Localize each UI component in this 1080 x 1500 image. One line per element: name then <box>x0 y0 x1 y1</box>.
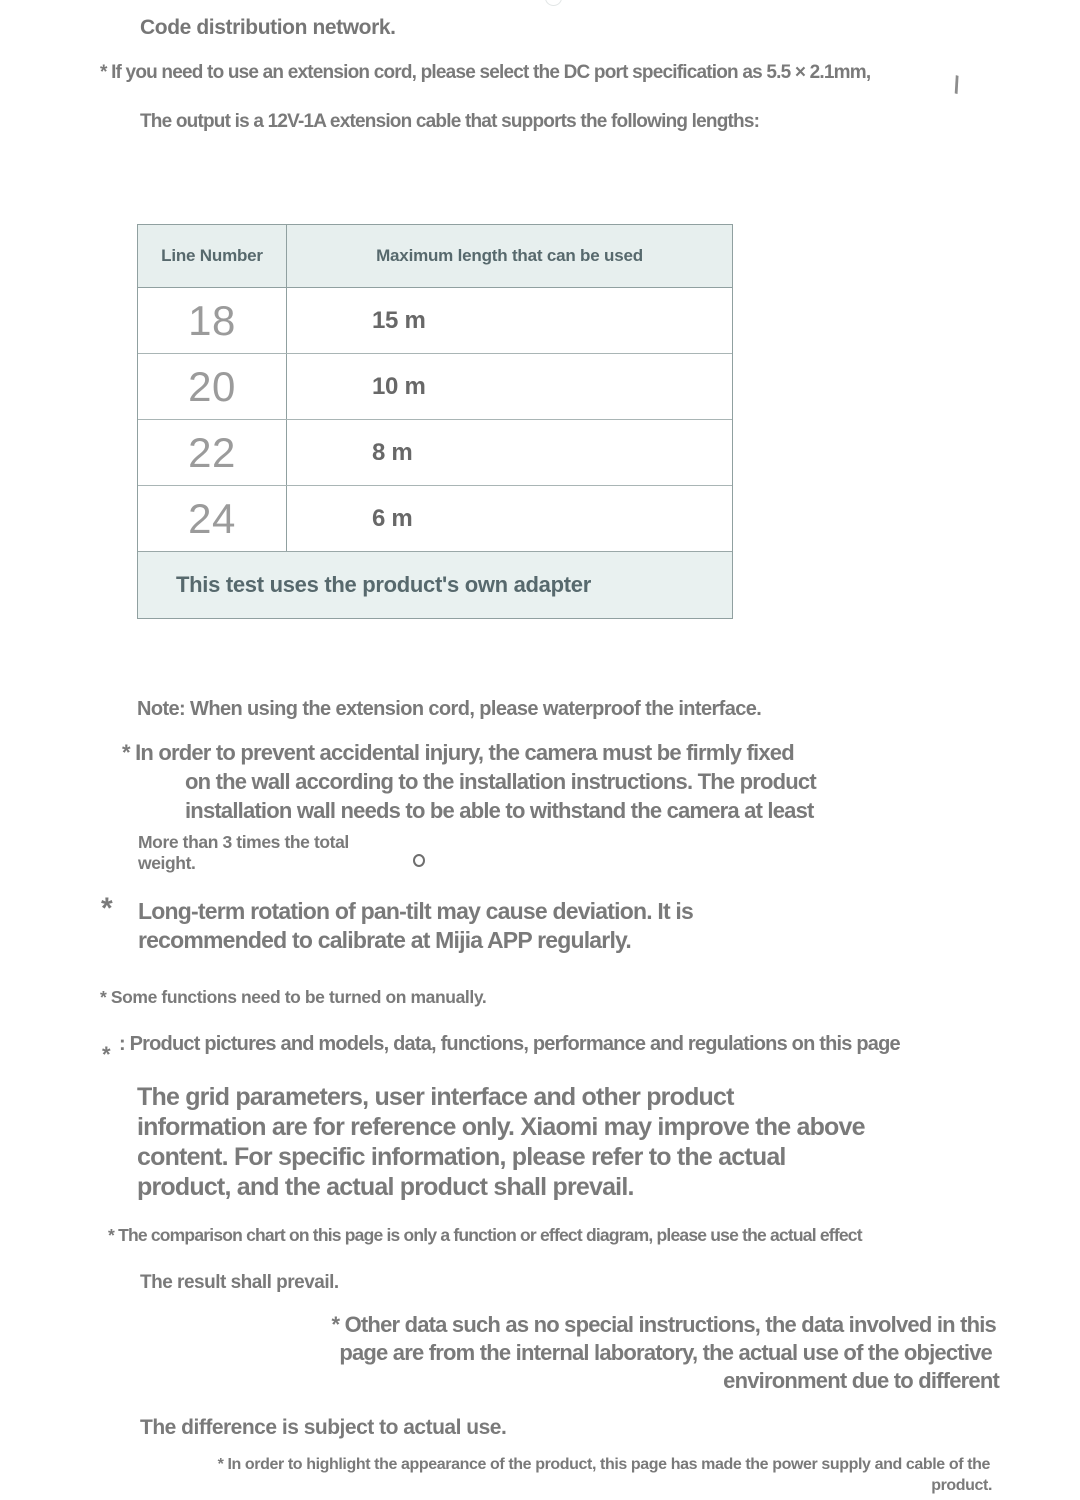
extension-length-table <box>137 224 733 619</box>
max-length-cell: 6 m <box>372 504 413 532</box>
grid-parameters-line1: The grid parameters, user interface and other product <box>137 1083 734 1111</box>
fixation-note-line2: on the wall according to the installation instructions. The product <box>185 769 816 794</box>
max-length-cell: 15 m <box>372 306 426 334</box>
table-header-max-length: Maximum length that can be used <box>376 246 643 265</box>
line-number-cell: 18 <box>138 288 287 353</box>
weight-note-line2: weight. <box>138 853 196 873</box>
line-number-cell: 20 <box>138 354 287 419</box>
intro-text: Code distribution network. <box>140 16 396 39</box>
other-data-note-line2: page are from the internal laboratory, the actual use of the objective <box>339 1340 992 1365</box>
product-pictures-note: : Product pictures and models, data, functions, performance and regulations on this page <box>119 1033 900 1055</box>
max-length-cell: 10 m <box>372 372 426 400</box>
table-row <box>138 354 732 420</box>
table-row <box>138 486 732 552</box>
stray-pen-mark: \ <box>949 71 963 100</box>
weight-note-line1: More than 3 times the total <box>138 832 349 852</box>
other-data-note-line1: * Other data such as no special instructions, the data involved in this <box>331 1312 996 1337</box>
fixation-note-line1: * In order to prevent accidental injury, the camera must be firmly fixed <box>122 740 794 765</box>
manual-functions-note: * Some functions need to be turned on manually. <box>100 987 487 1007</box>
highlight-note-line2: product. <box>931 1477 992 1494</box>
fixation-note-line3: installation wall needs to be able to withstand the camera at least <box>185 798 814 823</box>
rotation-note-line1: Long-term rotation of pan-tilt may cause deviation. It is <box>138 898 694 924</box>
line-number-cell: 22 <box>138 420 287 485</box>
highlight-note-line1: * In order to highlight the appearance of the product, this page has made the power supply and cable of the <box>217 1456 990 1473</box>
table-header-row <box>138 225 732 288</box>
max-length-cell: 8 m <box>372 438 413 466</box>
comparison-chart-note: * The comparison chart on this page is only a function or effect diagram, please use the actual effect <box>108 1225 862 1245</box>
faint-cropped-arc-mark <box>545 0 562 6</box>
table-row <box>138 420 732 486</box>
other-data-note-line3: environment due to different <box>723 1368 999 1393</box>
grid-parameters-line3: content. For specific information, please refer to the actual <box>137 1143 786 1171</box>
circle-mark <box>413 854 425 867</box>
line-number-cell: 24 <box>138 486 287 551</box>
extension-cable-output-note: The output is a 12V-1A extension cable that supports the following lengths: <box>140 111 760 132</box>
rotation-note-line2: recommended to calibrate at Mijia APP regularly. <box>138 927 631 953</box>
product-note-asterisk: * <box>102 1042 111 1067</box>
difference-note: The difference is subject to actual use. <box>140 1416 507 1439</box>
table-footer-note: This test uses the product's own adapter <box>138 552 732 618</box>
table-row <box>138 288 732 354</box>
waterproof-note: Note: When using the extension cord, please waterproof the interface. <box>137 698 762 720</box>
grid-parameters-line4: product, and the actual product shall prevail. <box>137 1173 634 1201</box>
result-note: The result shall prevail. <box>140 1272 339 1293</box>
rotation-note-asterisk: * <box>101 892 113 925</box>
extension-cord-spec-note: * If you need to use an extension cord, please select the DC port specification as 5.5 × 2.1mm, <box>100 62 871 83</box>
grid-parameters-line2: information are for reference only. Xiaomi may improve the above <box>137 1113 865 1141</box>
table-header-line-number: Line Number <box>138 225 287 287</box>
